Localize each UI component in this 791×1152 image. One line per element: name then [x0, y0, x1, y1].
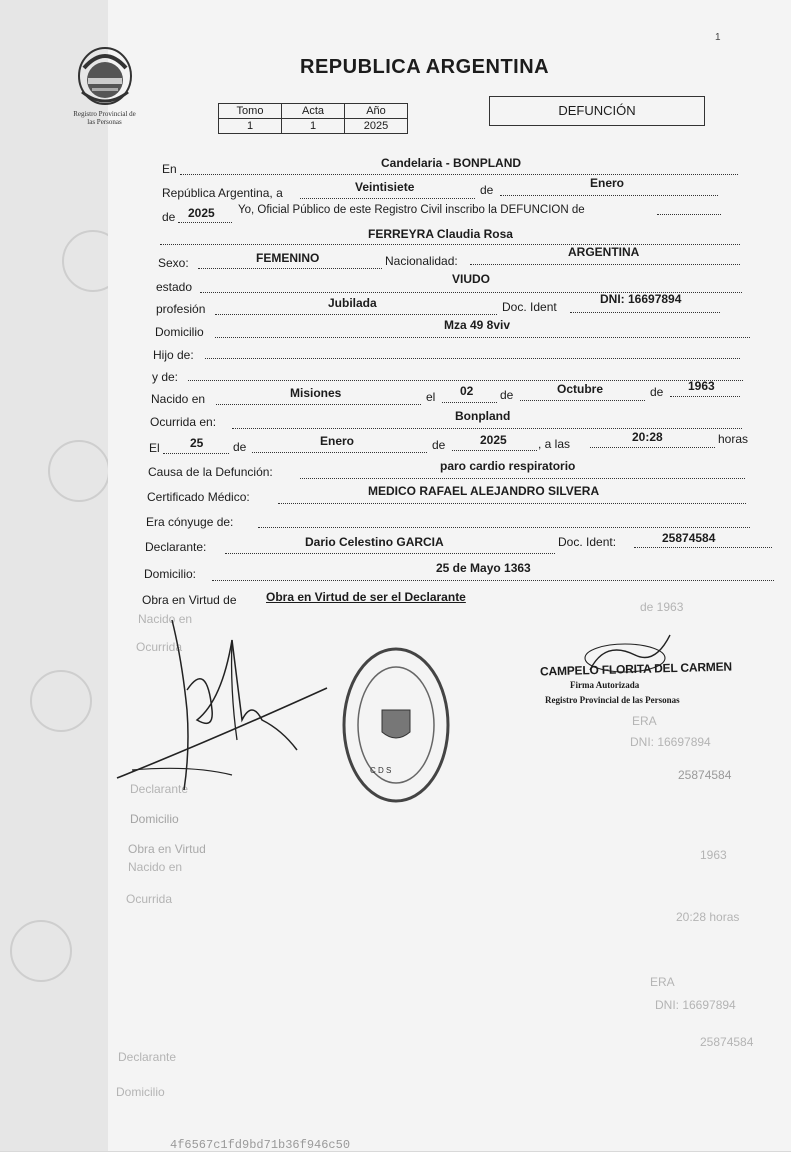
dotted-line: [163, 453, 229, 454]
page-number: 1: [715, 32, 721, 43]
label-ocurrida-en: Ocurrida en:: [150, 415, 217, 429]
label-republica: República Argentina, a: [162, 186, 283, 200]
value-ocurrida-en: Bonpland: [455, 409, 511, 423]
value-domicilio: Mza 49 8viv: [444, 318, 511, 332]
dotted-line: [215, 314, 497, 315]
footer-hash: 4f6567c1fd9bd71b36f946c50: [170, 1138, 351, 1152]
dotted-line: [198, 268, 382, 269]
label-yo: Yo, Oficial Público de este Registro Civil inscribo la DEFUNCION de: [238, 204, 585, 216]
dotted-line: [300, 198, 475, 199]
seal-caption: Registro Provincial de las Personas: [73, 110, 136, 126]
label-a-las: , a las: [538, 437, 571, 451]
register-value-anio: 2025: [345, 119, 408, 134]
register-table: [218, 103, 408, 134]
value-nombre: FERREYRA Claudia Rosa: [368, 227, 513, 241]
label-de: de: [650, 385, 664, 399]
value-anio: 2025: [188, 206, 215, 220]
value-profesion: Jubilada: [328, 296, 377, 310]
coat-of-arms-icon: [72, 40, 138, 106]
dotted-line: [570, 312, 720, 313]
label-obra-en-virtud: Obra en Virtud de: [142, 593, 237, 607]
dotted-line: [670, 396, 740, 397]
dotted-line: [657, 214, 721, 215]
value-dia-letras: Veintisiete: [355, 180, 415, 194]
ghost-seal: [62, 230, 108, 292]
value-mes: Enero: [590, 176, 625, 190]
label-de: de: [432, 438, 446, 452]
dotted-line: [452, 450, 537, 451]
label-causa: Causa de la Defunción:: [148, 465, 273, 479]
value-nac-anio: 1963: [688, 379, 715, 393]
label-sexo: Sexo:: [158, 256, 189, 270]
signatory-office: Registro Provincial de las Personas: [545, 695, 680, 705]
dotted-line: [232, 428, 742, 429]
label-domicilio: Domicilio: [155, 325, 204, 339]
label-de: de: [480, 183, 494, 197]
register-value-tomo: 1: [219, 119, 282, 134]
dotted-line: [216, 404, 421, 405]
value-lugar: Candelaria - BONPLAND: [381, 156, 522, 170]
value-def-dia: 25: [190, 436, 204, 450]
ghost-seal: [30, 670, 92, 732]
dotted-line: [225, 553, 555, 554]
value-sexo: FEMENINO: [256, 251, 320, 265]
dotted-line: [300, 478, 745, 479]
value-def-hora: 20:28: [632, 430, 663, 444]
value-def-anio: 2025: [480, 433, 507, 447]
dotted-line: [634, 547, 772, 548]
dotted-line: [500, 195, 718, 196]
value-def-mes: Enero: [320, 434, 355, 448]
value-doc-ident: DNI: 16697894: [600, 292, 682, 306]
register-header-acta: Acta: [282, 104, 345, 119]
label-domicilio-declarante: Domicilio:: [144, 567, 197, 581]
label-conyuge: Era cónyuge de:: [146, 515, 234, 529]
label-horas: horas: [718, 432, 749, 446]
dotted-line: [188, 380, 743, 381]
label-nacido-en: Nacido en: [151, 392, 206, 406]
dotted-line: [252, 452, 427, 453]
label-y-de: y de:: [152, 370, 179, 384]
value-nac-dia: 02: [460, 384, 474, 398]
dotted-line: [215, 337, 750, 338]
value-declarante-domicilio: 25 de Mayo 1363: [436, 561, 531, 575]
dotted-line: [470, 264, 740, 265]
value-nac-mes: Octubre: [557, 382, 604, 396]
label-de: de: [500, 388, 514, 402]
dotted-line: [205, 358, 740, 359]
value-obra-en-virtud: Obra en Virtud de ser el Declarante: [266, 590, 466, 604]
dotted-line: [178, 222, 232, 223]
official-stamp-icon: [340, 645, 452, 805]
record-type-box: DEFUNCIÓN: [489, 96, 705, 126]
certificate-page: [108, 0, 791, 1151]
dotted-line: [590, 447, 715, 448]
value-estado: VIUDO: [452, 272, 491, 286]
dotted-line: [180, 174, 738, 175]
label-de: de: [233, 440, 247, 454]
label-profesion: profesión: [156, 302, 206, 316]
signatory-name: CAMPELO FLORITA DEL CARMEN: [539, 659, 733, 679]
dotted-line: [442, 402, 497, 403]
value-declarante-doc: 25874584: [662, 531, 716, 545]
label-el: El: [149, 441, 160, 455]
register-value-acta: 1: [282, 119, 345, 134]
label-estado: estado: [156, 280, 193, 294]
label-doc-ident-declarante: Doc. Ident:: [558, 535, 617, 549]
register-header-tomo: Tomo: [219, 104, 282, 119]
value-declarante: Dario Celestino GARCIA: [305, 535, 444, 549]
left-page-strip: [0, 0, 108, 1151]
dotted-line: [278, 503, 746, 504]
value-causa: paro cardio respiratorio: [440, 459, 576, 473]
ghost-seal: [48, 440, 108, 502]
handwritten-signature-icon: [112, 600, 352, 800]
signatory-role: Firma Autorizada: [570, 680, 640, 690]
svg-text:C D S: C D S: [370, 766, 392, 775]
label-hijo-de: Hijo de:: [153, 348, 194, 362]
page-title: REPUBLICA ARGENTINA: [300, 56, 550, 78]
ghost-seal: [10, 920, 72, 982]
dotted-line: [160, 244, 740, 245]
dotted-line: [520, 400, 645, 401]
dotted-line: [212, 580, 774, 581]
value-nacionalidad: ARGENTINA: [568, 245, 640, 259]
value-certificado: MEDICO RAFAEL ALEJANDRO SILVERA: [368, 484, 600, 498]
value-nacido-en: Misiones: [290, 386, 342, 400]
label-doc-ident: Doc. Ident: [502, 300, 557, 314]
label-nacionalidad: Nacionalidad:: [385, 254, 458, 268]
label-el: el: [426, 390, 436, 404]
label-en: En: [162, 162, 177, 176]
label-certificado: Certificado Médico:: [147, 490, 250, 504]
label-declarante: Declarante:: [145, 540, 207, 554]
register-header-anio: Año: [345, 104, 408, 119]
dotted-line: [258, 527, 750, 528]
label-de: de: [162, 210, 176, 224]
